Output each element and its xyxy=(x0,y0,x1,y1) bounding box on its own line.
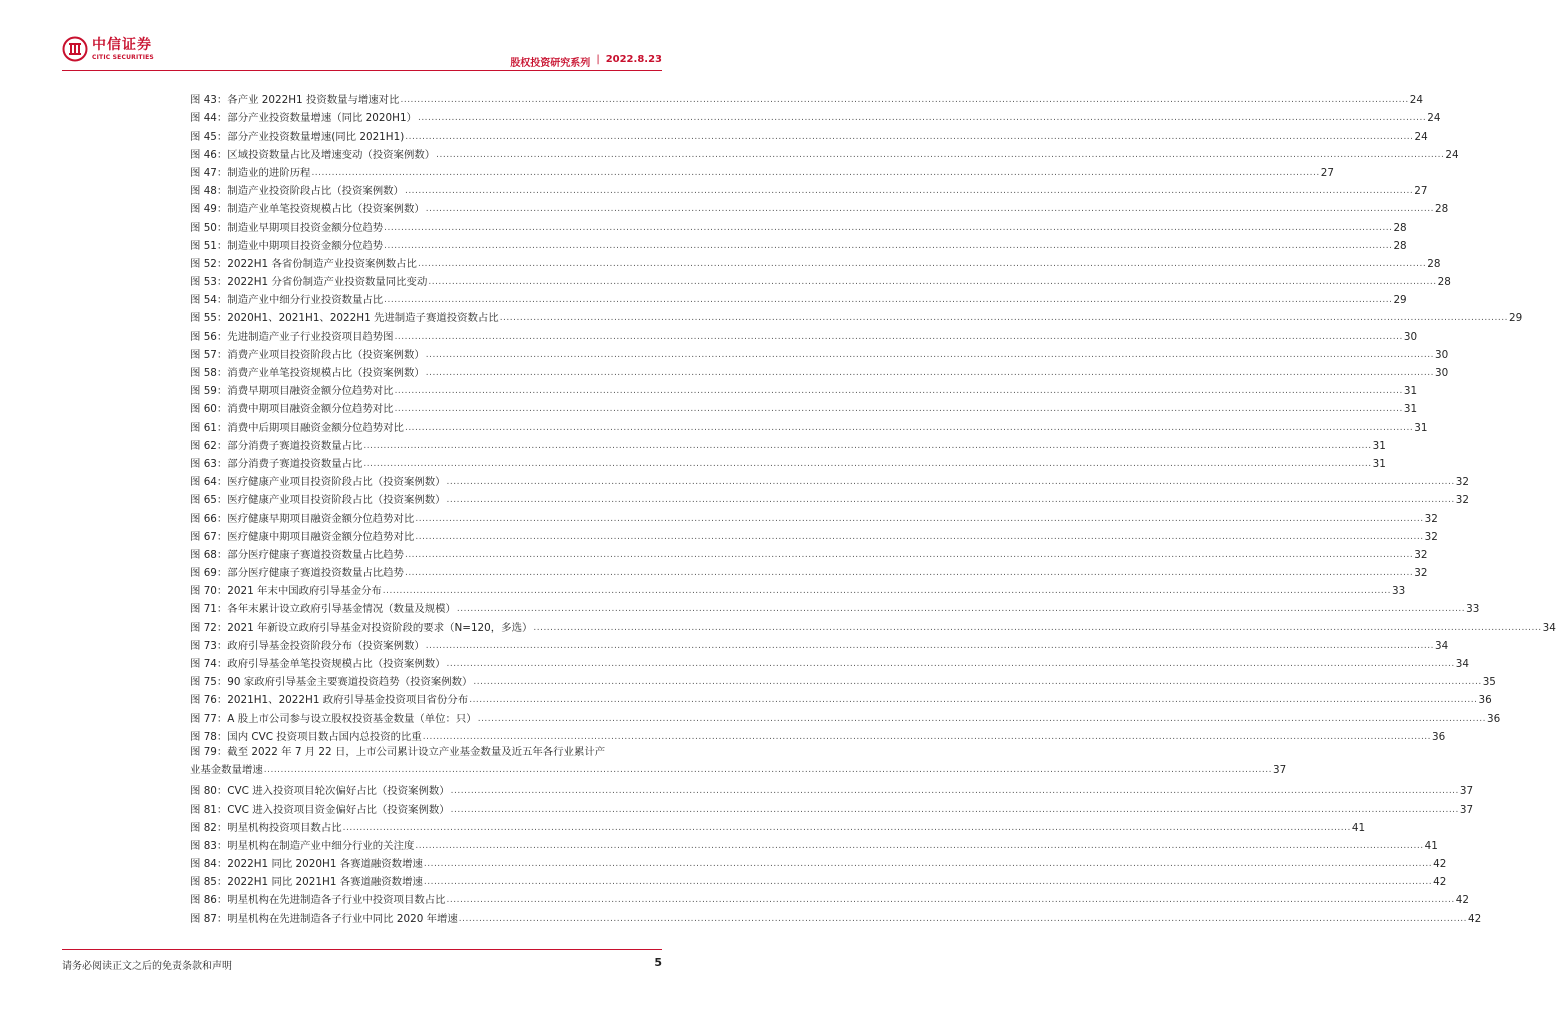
toc-entry-page: 32 xyxy=(1414,567,1428,580)
toc-entry-title: 图 43：各产业 2022H1 投资数量与增速对比 xyxy=(190,94,400,107)
toc-leader-dots: ............................................................................................................................................................................................................................................................................................................ xyxy=(404,568,1414,579)
report-series: 股权投资研究系列 xyxy=(510,58,591,69)
toc-entry-page: 42 xyxy=(1455,894,1470,907)
toc-entry[interactable] xyxy=(190,179,1428,198)
toc-entry-title: 图 58：消费产业单笔投资规模占比（投资案例数） xyxy=(190,367,425,379)
toc-entry[interactable] xyxy=(190,797,1474,816)
toc-entry-page: 24 xyxy=(1414,130,1428,143)
toc-entry[interactable] xyxy=(190,652,1470,670)
toc-entry-page: 34 xyxy=(1455,658,1470,670)
toc-entry-title: 图 54：制造产业中细分行业投资数量占比 xyxy=(190,294,384,307)
toc-entry[interactable] xyxy=(190,215,1407,234)
toc-entry-title: 图 84：2022H1 同比 2020H1 各赛道融资数增速 xyxy=(190,858,423,871)
toc-leader-dots: ............................................................................................................................................................................................................................................................................................................ xyxy=(446,895,1455,906)
toc-leader-dots: ............................................................................................................................................................................................................................................................................................................ xyxy=(425,349,1434,360)
toc-entry-title: 图 47：制造业的进阶历程 xyxy=(190,166,311,179)
toc-entry[interactable] xyxy=(190,906,1482,925)
toc-entry[interactable] xyxy=(190,452,1386,470)
toc-leader-dots: ............................................................................................................................................................................................................................................................................................................ xyxy=(404,422,1414,433)
toc-entry[interactable] xyxy=(190,252,1441,270)
toc-entry-title: 图 61：消费中后期项目融资金额分位趋势对比 xyxy=(190,421,404,434)
toc-entry-page: 30 xyxy=(1435,348,1449,361)
toc-leader-dots: ............................................................................................................................................................................................................................................................................................................ xyxy=(423,877,1433,888)
toc-leader-dots: ............................................................................................................................................................................................................................................................................................................ xyxy=(499,313,1508,324)
toc-entry-page: 27 xyxy=(1414,185,1428,198)
toc-entry-page: 31 xyxy=(1372,457,1386,470)
toc-leader-dots: ............................................................................................................................................................................................................................................................................................................ xyxy=(384,240,1393,251)
toc-entry[interactable] xyxy=(190,561,1428,580)
toc-entry-title: 图 79：截至 2022 年 7 月 22 日，上市公司累计设立产业基金数量及近五年各行业累计产 xyxy=(190,745,606,758)
toc-leader-dots: ............................................................................................................................................................................................................................................................................................................ xyxy=(425,368,1434,378)
toc-entry-title: 图 60：消费中期项目融资金额分位趋势对比 xyxy=(190,403,394,416)
toc-entry-page: 37 xyxy=(1459,803,1474,816)
toc-entry[interactable] xyxy=(190,488,1470,507)
toc-entry-title: 图 51：制造业中期项目投资金额分位趋势 xyxy=(190,239,384,252)
toc-entry-page: 32 xyxy=(1455,476,1470,489)
toc-entry-page: 29 xyxy=(1393,294,1407,307)
toc-entry-page: 30 xyxy=(1435,367,1449,379)
toc-entry-page: 28 xyxy=(1393,221,1407,234)
toc-leader-dots: ............................................................................................................................................................................................................................................................................................................ xyxy=(404,549,1414,560)
toc-entry[interactable] xyxy=(190,870,1447,889)
toc-entry[interactable] xyxy=(190,88,1423,107)
toc-leader-dots: ............................................................................................................................................................................................................................................................................................................ xyxy=(446,659,1455,669)
toc-entry-page: 31 xyxy=(1414,421,1428,434)
toc-entry[interactable] xyxy=(190,234,1407,252)
toc-entry-page: 32 xyxy=(1424,530,1438,543)
toc-entry[interactable] xyxy=(190,743,1287,779)
toc-leader-dots: ............................................................................................................................................................................................................................................................................................................ xyxy=(446,495,1455,506)
toc-entry-page: 37 xyxy=(1273,763,1287,776)
toc-entry-title: 图 85：2022H1 同比 2021H1 各赛道融资数增速 xyxy=(190,876,423,889)
toc-entry[interactable] xyxy=(190,816,1366,834)
toc-leader-dots: ............................................................................................................................................................................................................................................................................................................ xyxy=(446,477,1455,488)
toc-entry[interactable] xyxy=(190,197,1449,216)
toc-entry-page: 33 xyxy=(1466,603,1480,616)
toc-entry-title: 图 86：明星机构在先进制造各子行业中投资项目数占比 xyxy=(190,894,446,907)
toc-leader-dots: ............................................................................................................................................................................................................................................................................................................ xyxy=(394,404,1403,415)
toc-entry[interactable] xyxy=(190,306,1523,325)
toc-entry-title: 图 68：部分医疗健康子赛道投资数量占比趋势 xyxy=(190,548,404,561)
toc-entry-title: 图 66：医疗健康早期项目融资金额分位趋势对比 xyxy=(190,512,415,525)
toc-entry[interactable] xyxy=(190,415,1428,434)
toc-entry-page: 28 xyxy=(1393,239,1407,252)
toc-leader-dots: ............................................................................................................................................................................................................................................................................................................ xyxy=(382,586,1392,597)
header-info xyxy=(510,54,662,69)
toc-entry-title: 图 74：政府引导基金单笔投资规模占比（投资案例数） xyxy=(190,658,446,670)
toc-entry-page: 31 xyxy=(1403,403,1418,416)
toc-entry[interactable] xyxy=(190,106,1441,125)
toc-leader-dots: ............................................................................................................................................................................................................................................................................................................ xyxy=(422,731,1432,742)
toc-entry[interactable] xyxy=(190,670,1496,689)
toc-entry-page: 42 xyxy=(1433,876,1447,889)
toc-leader-dots: ............................................................................................................................................................................................................................................................................................................ xyxy=(415,531,1424,542)
toc-entry-page: 32 xyxy=(1455,494,1470,507)
toc-entry[interactable] xyxy=(190,725,1446,743)
toc-leader-dots: ............................................................................................................................................................................................................................................................................................................ xyxy=(428,277,1437,288)
toc-entry[interactable] xyxy=(190,343,1449,361)
toc-entry[interactable] xyxy=(190,615,1556,634)
toc-entry[interactable] xyxy=(190,470,1470,489)
toc-entry-page: 24 xyxy=(1409,94,1423,107)
toc-entry-title: 图 65：医疗健康产业项目投资阶段占比（投资案例数） xyxy=(190,494,446,507)
toc-entry-title: 图 50：制造业早期项目投资金额分位趋势 xyxy=(190,221,384,234)
logo-chinese-name: 中信证券 xyxy=(92,36,152,53)
toc-entry-page: 28 xyxy=(1435,203,1449,216)
toc-leader-dots: ............................................................................................................................................................................................................................................................................................................ xyxy=(384,222,1393,233)
citic-logo-icon xyxy=(62,36,88,62)
toc-entry[interactable] xyxy=(190,525,1438,543)
toc-entry-title: 图 69：部分医疗健康子赛道投资数量占比趋势 xyxy=(190,567,404,580)
toc-leader-dots: ............................................................................................................................................................................................................................................................................................................ xyxy=(415,513,1424,524)
toc-entry[interactable] xyxy=(190,688,1492,707)
toc-entry[interactable] xyxy=(190,852,1447,871)
toc-entry[interactable] xyxy=(190,779,1474,798)
toc-entry-title: 图 59：消费早期项目融资金额分位趋势对比 xyxy=(190,385,394,398)
toc-entry-page: 35 xyxy=(1482,676,1496,689)
toc-entry-title: 图 81：CVC 进入投资项目资金偏好占比（投资案例数） xyxy=(190,803,450,816)
toc-entry-page: 29 xyxy=(1508,312,1523,325)
toc-leader-dots: ............................................................................................................................................................................................................................................................................................................ xyxy=(533,622,1542,633)
toc-entry-page: 27 xyxy=(1320,166,1334,179)
toc-entry-page: 41 xyxy=(1424,839,1438,852)
toc-entry[interactable] xyxy=(190,579,1406,598)
footer-disclaimer: 请务必阅读正文之后的免责条款和声明 xyxy=(62,961,232,972)
toc-leader-dots: ............................................................................................................................................................................................................................................................................................................ xyxy=(400,95,1409,106)
toc-leader-dots: ............................................................................................................................................................................................................................................................................................................ xyxy=(436,149,1445,160)
toc-entry[interactable] xyxy=(190,888,1470,907)
toc-entry-title: 图 77：A 股上市公司参与设立股权投资基金数量（单位：只） xyxy=(190,712,477,725)
toc-entry-title: 图 53：2022H1 分省份制造产业投资数量同比变动 xyxy=(190,276,428,289)
toc-entry-title: 图 56：先进制造产业子行业投资项目趋势图 xyxy=(190,330,394,343)
toc-entry-title: 图 82：明星机构投资项目数占比 xyxy=(190,821,342,834)
toc-leader-dots: ............................................................................................................................................................................................................................................................................................................ xyxy=(477,713,1486,724)
toc-leader-dots: ............................................................................................................................................................................................................................................................................................................ xyxy=(417,258,1427,269)
toc-leader-dots: ............................................................................................................................................................................................................................................................................................................ xyxy=(363,458,1372,469)
toc-leader-dots: ............................................................................................................................................................................................................................................................................................................ xyxy=(425,204,1434,215)
toc-entry-title: 图 63：部分消费子赛道投资数量占比 xyxy=(190,457,363,470)
toc-entry-title: 图 70：2021 年末中国政府引导基金分布 xyxy=(190,585,382,598)
toc-entry-title: 图 71：各年末累计设立政府引导基金情况（数量及规模） xyxy=(190,603,456,616)
toc-leader-dots: ............................................................................................................................................................................................................................................................................................................ xyxy=(415,840,1424,851)
toc-entry-title: 图 57：消费产业项目投资阶段占比（投资案例数） xyxy=(190,348,425,361)
toc-entry-title-continued: 业基金数量增速 xyxy=(190,763,263,776)
toc-entry[interactable] xyxy=(190,143,1459,161)
toc-entry[interactable] xyxy=(190,543,1428,561)
toc-entry[interactable] xyxy=(190,597,1480,616)
toc-entry-page: 31 xyxy=(1403,385,1418,398)
toc-entry[interactable] xyxy=(190,634,1449,652)
toc-entry-title: 图 44：部分产业投资数量增速（同比 2020H1） xyxy=(190,112,417,125)
footer-divider xyxy=(62,949,662,950)
toc-leader-dots: ............................................................................................................................................................................................................................................................................................................ xyxy=(263,764,1272,775)
toc-entry-title: 图 64：医疗健康产业项目投资阶段占比（投资案例数） xyxy=(190,476,446,489)
toc-entry[interactable] xyxy=(190,434,1386,452)
toc-entry-page: 36 xyxy=(1432,730,1446,743)
toc-entry[interactable] xyxy=(190,124,1428,143)
toc-leader-dots: ............................................................................................................................................................................................................................................................................................................ xyxy=(456,604,1466,615)
toc-entry-page: 37 xyxy=(1459,785,1474,798)
report-date: 2022.8.23 xyxy=(605,54,662,65)
figure-index-list xyxy=(190,88,1556,925)
toc-leader-dots: ............................................................................................................................................................................................................................................................................................................ xyxy=(384,295,1393,306)
toc-entry[interactable] xyxy=(190,834,1438,852)
toc-entry-page: 42 xyxy=(1433,858,1447,871)
toc-entry-page: 36 xyxy=(1478,694,1492,707)
toc-entry-title: 图 67：医疗健康中期项目融资金额分位趋势对比 xyxy=(190,530,415,543)
toc-entry-page: 32 xyxy=(1424,512,1438,525)
toc-entry[interactable] xyxy=(190,397,1418,416)
toc-entry-title: 图 55：2020H1、2021H1、2022H1 先进制造子赛道投资数占比 xyxy=(190,312,499,325)
toc-leader-dots: ............................................................................................................................................................................................................................................................................................................ xyxy=(363,440,1372,451)
company-logo xyxy=(62,36,154,62)
toc-entry[interactable] xyxy=(190,706,1501,725)
toc-leader-dots: ............................................................................................................................................................................................................................................................................................................ xyxy=(417,113,1427,124)
toc-entry-page: 30 xyxy=(1403,330,1418,343)
toc-entry-title: 图 62：部分消费子赛道投资数量占比 xyxy=(190,439,363,452)
toc-leader-dots: ............................................................................................................................................................................................................................................................................................................ xyxy=(450,804,1459,815)
toc-leader-dots: ............................................................................................................................................................................................................................................................................................................ xyxy=(342,822,1351,833)
toc-leader-dots: ............................................................................................................................................................................................................................................................................................................ xyxy=(394,386,1403,397)
toc-leader-dots: ............................................................................................................................................................................................................................................................................................................ xyxy=(469,695,1478,706)
logo-english-name: CITIC SECURITIES xyxy=(92,53,154,61)
toc-leader-dots: ............................................................................................................................................................................................................................................................................................................ xyxy=(473,677,1482,688)
toc-leader-dots: ............................................................................................................................................................................................................................................................................................................ xyxy=(405,131,1414,142)
toc-entry-page: 41 xyxy=(1351,821,1366,834)
toc-entry[interactable] xyxy=(190,379,1418,398)
toc-leader-dots: ............................................................................................................................................................................................................................................................................................................ xyxy=(450,786,1459,797)
toc-leader-dots: ............................................................................................................................................................................................................................................................................................................ xyxy=(311,167,1320,178)
toc-entry-title: 图 46：区域投资数量占比及增速变动（投资案例数） xyxy=(190,148,436,161)
toc-entry-page: 24 xyxy=(1427,112,1441,125)
toc-entry-title: 图 83：明星机构在制造产业中细分行业的关注度 xyxy=(190,839,415,852)
toc-entry-page: 34 xyxy=(1435,639,1449,652)
header-divider xyxy=(62,70,662,71)
toc-leader-dots: ............................................................................................................................................................................................................................................................................................................ xyxy=(423,859,1433,870)
toc-entry[interactable] xyxy=(190,324,1418,343)
toc-entry-page: 32 xyxy=(1414,548,1428,561)
toc-entry-title: 图 45：部分产业投资数量增速(同比 2021H1) xyxy=(190,130,405,143)
toc-entry-title: 图 72：2021 年新设立政府引导基金对投资阶段的要求（N=120，多选） xyxy=(190,621,533,634)
toc-entry-page: 33 xyxy=(1392,585,1406,598)
toc-entry-title: 图 73：政府引导基金投资阶段分布（投资案例数） xyxy=(190,639,425,652)
toc-entry-page: 34 xyxy=(1542,621,1556,634)
toc-entry-title: 图 78：国内 CVC 投资项目数占国内总投资的比重 xyxy=(190,730,422,743)
toc-entry-title: 图 48：制造产业投资阶段占比（投资案例数） xyxy=(190,185,404,198)
toc-entry[interactable] xyxy=(190,361,1449,379)
toc-entry-title: 图 49：制造产业单笔投资规模占比（投资案例数） xyxy=(190,203,425,216)
toc-entry-page: 42 xyxy=(1468,912,1482,925)
toc-entry-title: 图 75：90 家政府引导基金主要赛道投资趋势（投资案例数） xyxy=(190,676,473,689)
toc-entry-page: 28 xyxy=(1427,257,1441,270)
toc-entry-title: 图 52：2022H1 各省份制造产业投资案例数占比 xyxy=(190,257,417,270)
toc-leader-dots: ............................................................................................................................................................................................................................................................................................................ xyxy=(425,640,1434,651)
toc-leader-dots: ............................................................................................................................................................................................................................................................................................................ xyxy=(404,186,1414,197)
page-number: 5 xyxy=(654,956,662,969)
toc-entry-title: 图 80：CVC 进入投资项目轮次偏好占比（投资案例数） xyxy=(190,785,450,798)
toc-entry[interactable] xyxy=(190,270,1451,289)
toc-entry-page: 31 xyxy=(1372,439,1386,452)
toc-entry-page: 24 xyxy=(1445,148,1459,161)
toc-leader-dots: ............................................................................................................................................................................................................................................................................................................ xyxy=(458,913,1468,924)
header-separator: | xyxy=(596,54,600,65)
toc-entry[interactable] xyxy=(190,506,1438,525)
toc-entry-page: 28 xyxy=(1437,276,1451,289)
toc-entry[interactable] xyxy=(190,161,1334,179)
toc-entry-page: 36 xyxy=(1486,712,1501,725)
toc-entry[interactable] xyxy=(190,288,1407,307)
toc-leader-dots: ............................................................................................................................................................................................................................................................................................................ xyxy=(394,331,1403,342)
toc-entry-title: 图 76：2021H1、2022H1 政府引导基金投资项目省份分布 xyxy=(190,694,469,707)
toc-entry-title: 图 87：明星机构在先进制造各子行业中同比 2020 年增速 xyxy=(190,912,458,925)
